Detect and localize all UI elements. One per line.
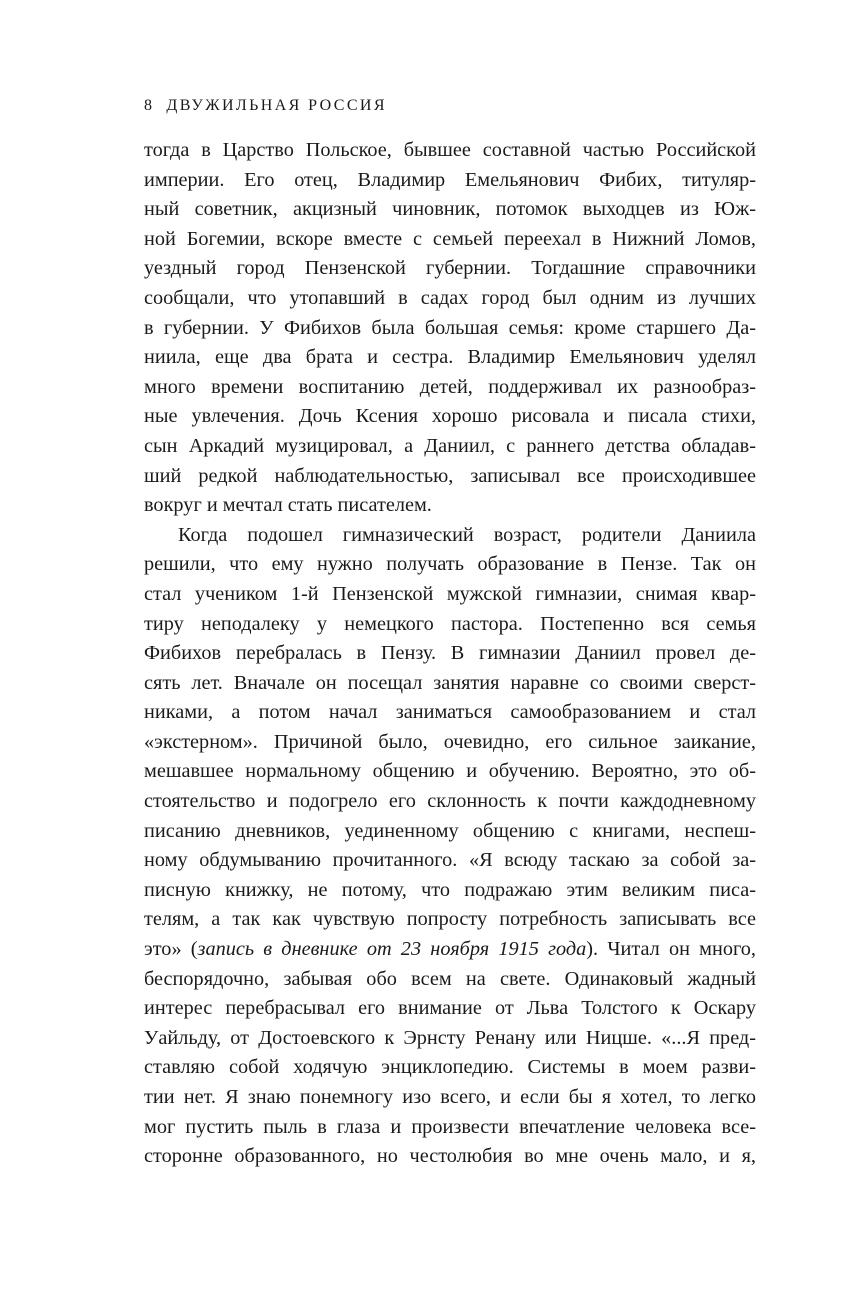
line-text-after: ). Читал он много, [586, 938, 757, 961]
text-line: ставляю собой ходячую энциклопедию. Системы в моем разви- [144, 1056, 756, 1079]
text-line: мог пустить пыль в глаза и произвести впечатление человека все- [144, 1115, 756, 1138]
text-line: интерес перебрасывал его внимание от Льва Толстого к Оскару [144, 997, 756, 1020]
text-line: мешавшее нормальному общению и обучению. Вероятно, это об- [144, 760, 756, 783]
text-line: ниила, еще два брата и сестра. Владимир Емельянович уделял [144, 346, 756, 369]
text-line: ные увлечения. Дочь Ксения хорошо рисовала и писала стихи, [144, 405, 756, 428]
text-line: сять лет. Вначале он посещал занятия наравне со своими сверст- [144, 671, 756, 694]
text-line: сообщали, что утопавший в садах город был одним из лучших [144, 286, 756, 309]
text-line: тии нет. Я знаю понемногу изо всего, и если бы я хотел, то легко [144, 1086, 756, 1108]
text-line: «экстерном». Причиной было, очевидно, его сильное заикание, [144, 730, 756, 753]
text-line: Фибихов перебралась в Пензу. В гимназии Даниил провел де- [144, 642, 756, 665]
page-number: 8 [144, 97, 155, 114]
text-line-with-citation [144, 935, 756, 965]
text-line: уездный город Пензенской губернии. Тогдашние справочники [144, 257, 756, 280]
text-line: тогда в Царство Польское, бывшее составной частью Российской [144, 139, 756, 161]
text-line: беспорядочно, забывая обо всем на свете. Одинаковый жадный [144, 967, 756, 990]
text-line: стал учеником 1-й Пензенской мужской гимназии, снимая квар- [144, 582, 756, 605]
text-line: Уайльду, от Достоевского к Эрнсту Ренану или Ницше. «...Я пред- [144, 1026, 756, 1049]
text-line: тиру неподалеку у немецкого пастора. Постепенно вся семья [144, 612, 756, 635]
text-line: ной Богемии, вскоре вместе с семьей переехал в Нижний Ломов, [144, 227, 756, 250]
text-line: писанию дневников, уединенному общению с книгами, неспеш- [144, 819, 756, 842]
text-line: ный советник, акцизный чиновник, потомок выходцев из Юж- [144, 198, 756, 221]
diary-citation: запись в дневнике от 23 ноября 1915 года [197, 938, 587, 961]
text-line: империи. Его отец, Владимир Емельянович Фибих, титуляр- [144, 168, 756, 191]
text-line: много времени воспитанию детей, поддерживал их разнообраз- [144, 375, 756, 398]
text-line: ший редкой наблюдательностью, записывал все происходившее [144, 464, 756, 487]
text-line: ному обдумыванию прочитанного. «Я всюду таскаю за собой за- [144, 849, 756, 872]
text-line: писную книжку, не потому, что подражаю этим великим писа- [144, 878, 756, 901]
running-head [144, 94, 387, 118]
text-line: в губернии. У Фибихов была большая семья: кроме старшего Да- [144, 316, 756, 339]
text-line: стоятельство и подогрело его склонность к почти каждодневному [144, 790, 756, 813]
text-line: сын Аркадий музицировал, а Даниил, с раннего детства обладав- [144, 434, 756, 457]
text-line: сторонне образованного, но честолюбия во мне очень мало, и я, [144, 1145, 756, 1168]
body-text [144, 136, 756, 1172]
text-line: вокруг и мечтал стать писателем. [144, 494, 432, 517]
running-title: ДВУЖИЛЬНАЯ РОССИЯ [166, 97, 387, 114]
text-line: никами, а потом начал заниматься самообразованием и стал [144, 701, 756, 724]
text-line: телям, а так как чувствую попросту потребность записывать все [144, 908, 756, 931]
line-text-before: это» ( [144, 938, 198, 961]
text-line: Когда подошел гимназический возраст, родители Даниила [178, 523, 756, 546]
text-line: решили, что ему нужно получать образование в Пензе. Так он [144, 553, 756, 576]
